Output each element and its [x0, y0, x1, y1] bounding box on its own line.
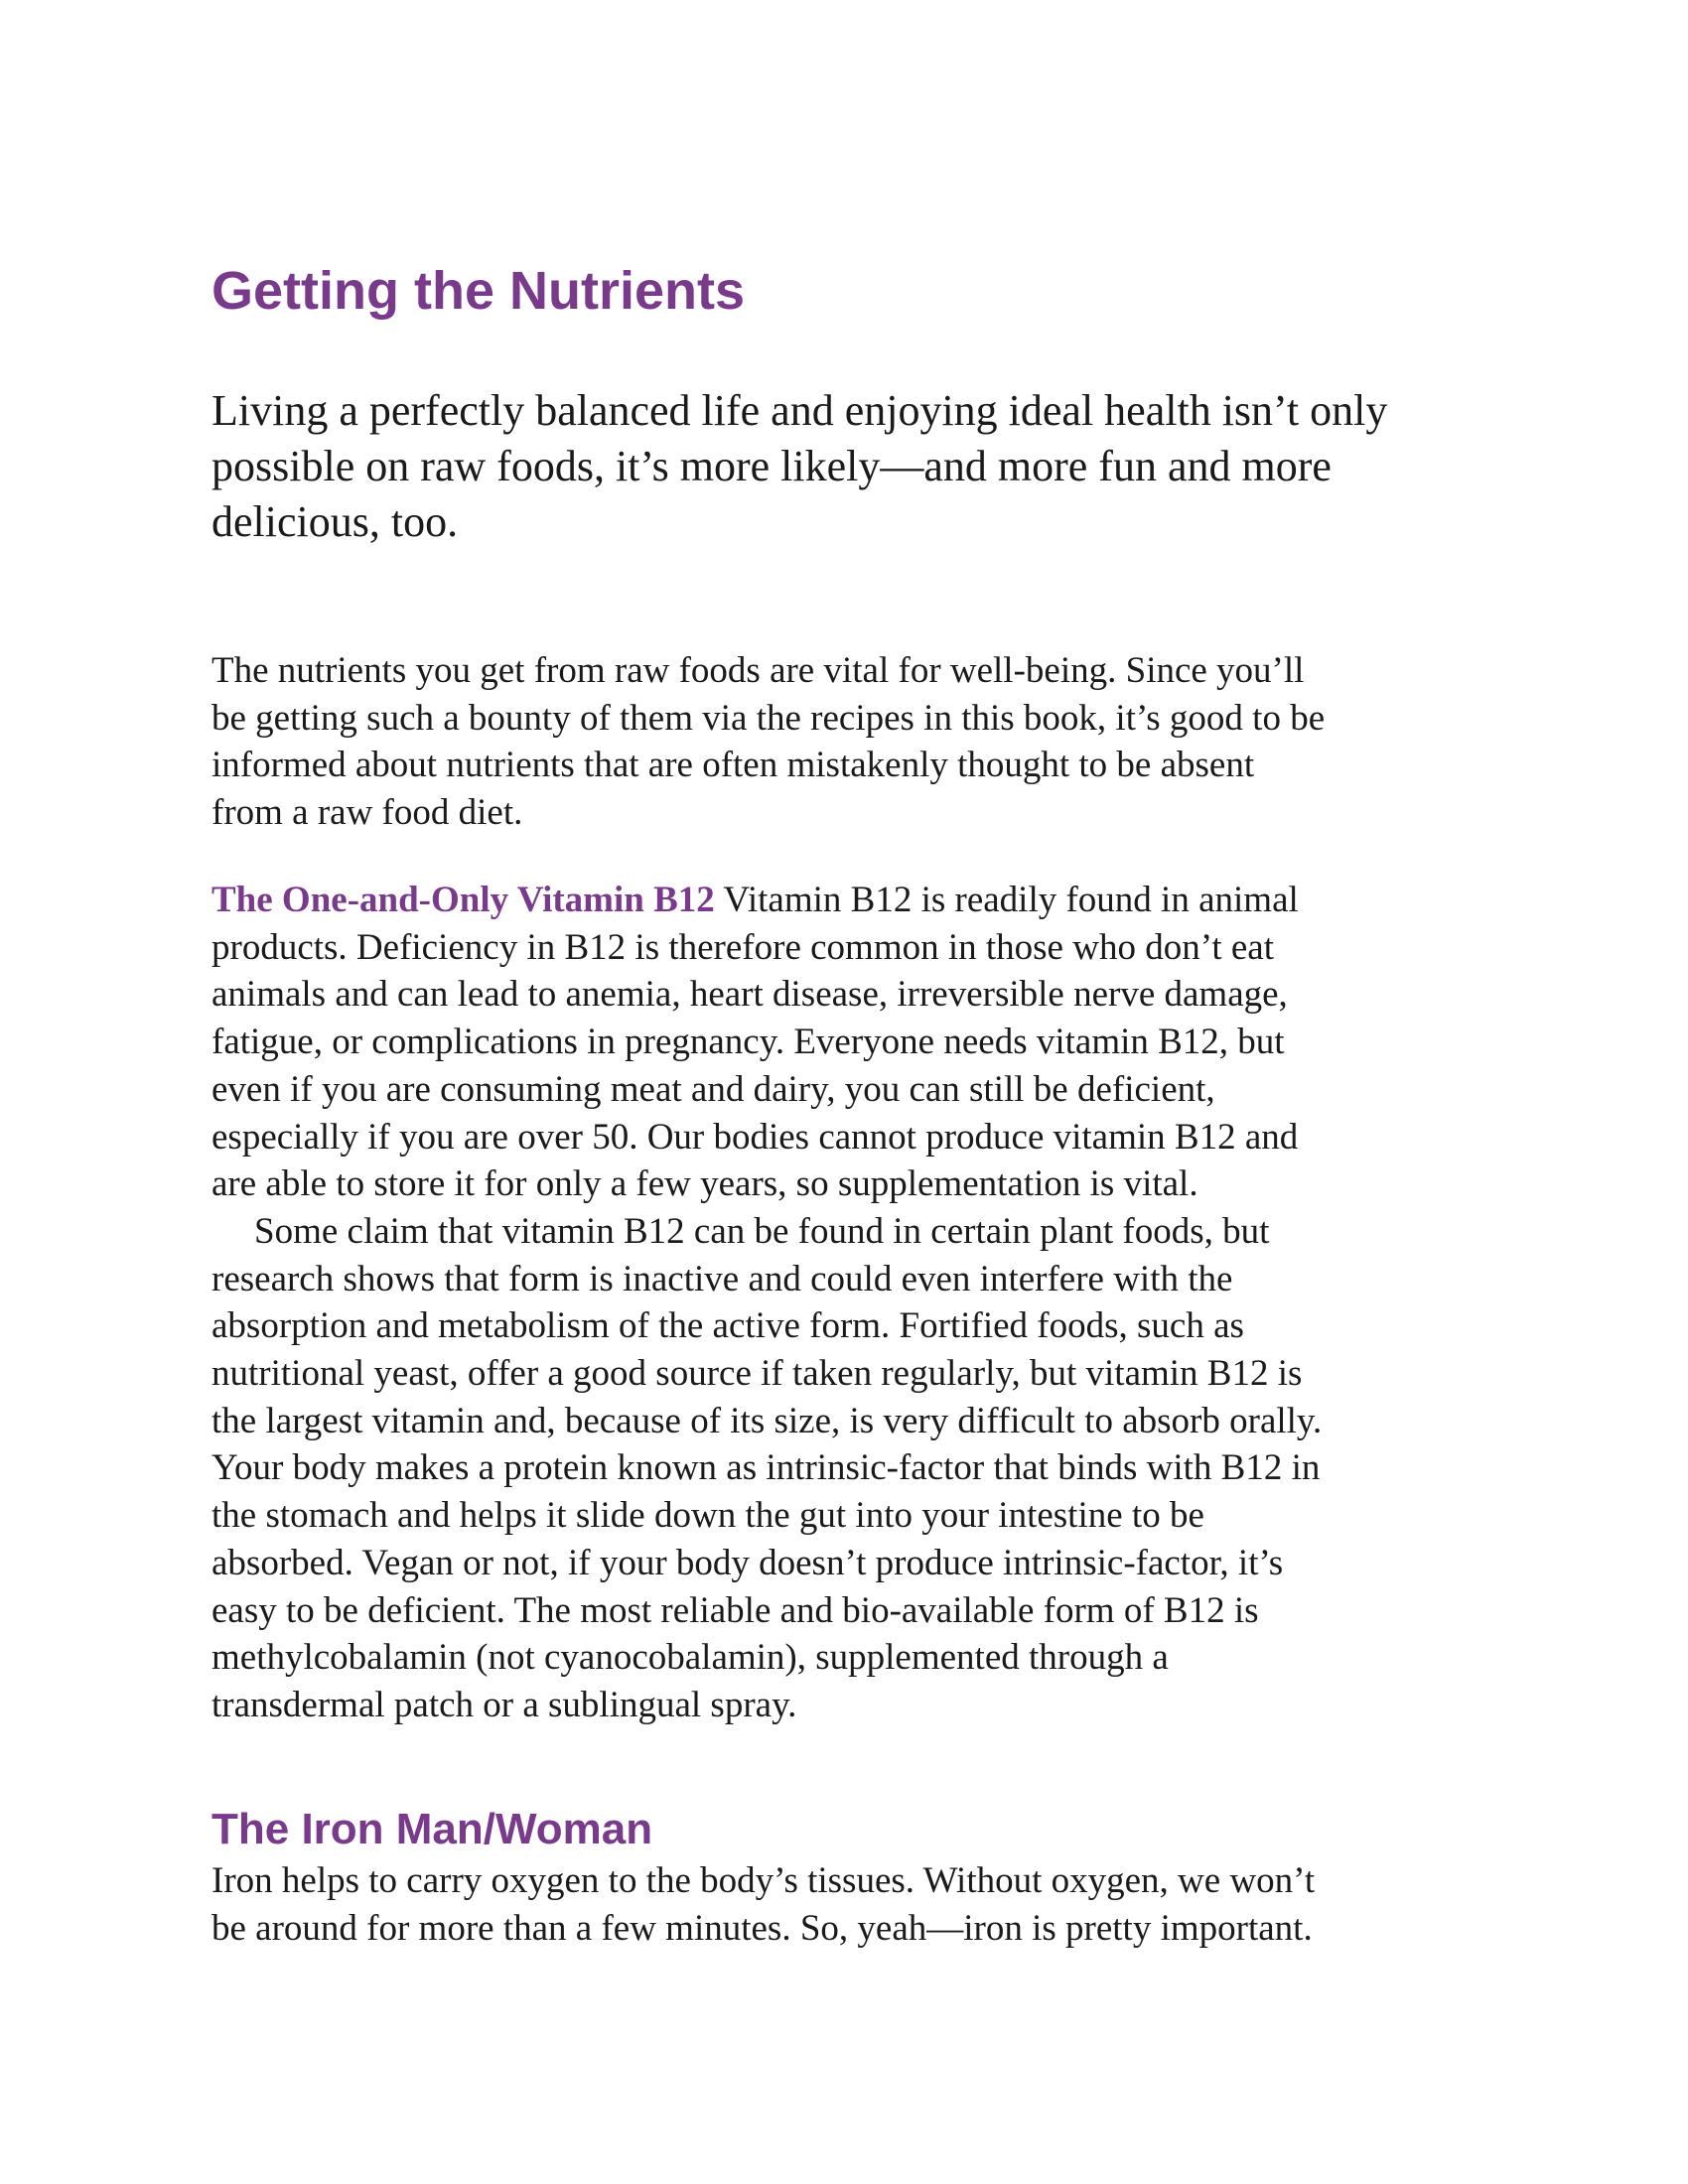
body-line: informed about nutrients that are often mistakenly thought to be absent [211, 745, 1255, 786]
body-line: Iron helps to carry oxygen to the body’s tissues. Without oxygen, we won’t [211, 1860, 1316, 1901]
iron-paragraph [211, 1857, 1502, 1952]
body-line: the largest vitamin and, because of its size, is very difficult to absorb orally. [211, 1400, 1323, 1441]
body-line: fatigue, or complications in pregnancy. Everyone needs vitamin B12, but [211, 1022, 1285, 1063]
body-line: animals and can lead to anemia, heart disease, irreversible nerve damage, [211, 974, 1288, 1016]
iron-section-heading: The Iron Man/Woman [211, 1805, 653, 1853]
body-line: be around for more than a few minutes. So, yeah—iron is pretty important. [211, 1907, 1313, 1949]
body-line: even if you are consuming meat and dairy, you can still be deficient, [211, 1068, 1215, 1110]
body-line: nutritional yeast, offer a good source if taken regularly, but vitamin B12 is [211, 1353, 1303, 1395]
body-line: Some claim that vitamin B12 can be found in certain plant foods, but [254, 1210, 1270, 1252]
body-line: absorbed. Vegan or not, if your body doesn’t produce intrinsic-factor, it’s [211, 1542, 1284, 1583]
body-line: transdermal patch or a sublingual spray. [211, 1684, 797, 1725]
body-line: from a raw food diet. [211, 792, 523, 834]
lead-paragraph [211, 383, 1502, 550]
document-page [211, 0, 1502, 2184]
b12-runin-heading: The One-and-Only Vitamin B12 [211, 880, 715, 920]
b12-section [211, 877, 1502, 1729]
intro-paragraph [211, 647, 1502, 837]
body-line: easy to be deficient. The most reliable and bio-available form of B12 is [211, 1589, 1259, 1631]
body-line: absorption and metabolism of the active form. Fortified foods, such as [211, 1305, 1244, 1347]
lead-line: delicious, too. [211, 497, 459, 546]
lead-line: Living a perfectly balanced life and enjoying ideal health isn’t only [211, 386, 1388, 435]
body-line: Your body makes a protein known as intrinsic-factor that binds with B12 in [211, 1447, 1321, 1489]
body-line: methylcobalamin (not cyanocobalamin), supplemented through a [211, 1637, 1169, 1679]
body-line: are able to store it for only a few years, so supplementation is vital. [211, 1163, 1198, 1205]
body-line: especially if you are over 50. Our bodies cannot produce vitamin B12 and [211, 1116, 1299, 1158]
body-line: research shows that form is inactive and could even interfere with the [211, 1258, 1233, 1299]
page-title: Getting the Nutrients [211, 261, 745, 321]
lead-line: possible on raw foods, it’s more likely—and more fun and more [211, 442, 1332, 490]
body-line: products. Deficiency in B12 is therefore common in those who don’t eat [211, 926, 1275, 968]
body-line [211, 877, 1502, 924]
body-line: be getting such a bounty of them via the recipes in this book, it’s good to be [211, 697, 1326, 739]
body-line: the stomach and helps it slide down the gut into your intestine to be [211, 1495, 1204, 1537]
body-line: The nutrients you get from raw foods are vital for well-being. Since you’ll [211, 650, 1305, 691]
b12-first-line-text: Vitamin B12 is readily found in animal [714, 880, 1299, 920]
